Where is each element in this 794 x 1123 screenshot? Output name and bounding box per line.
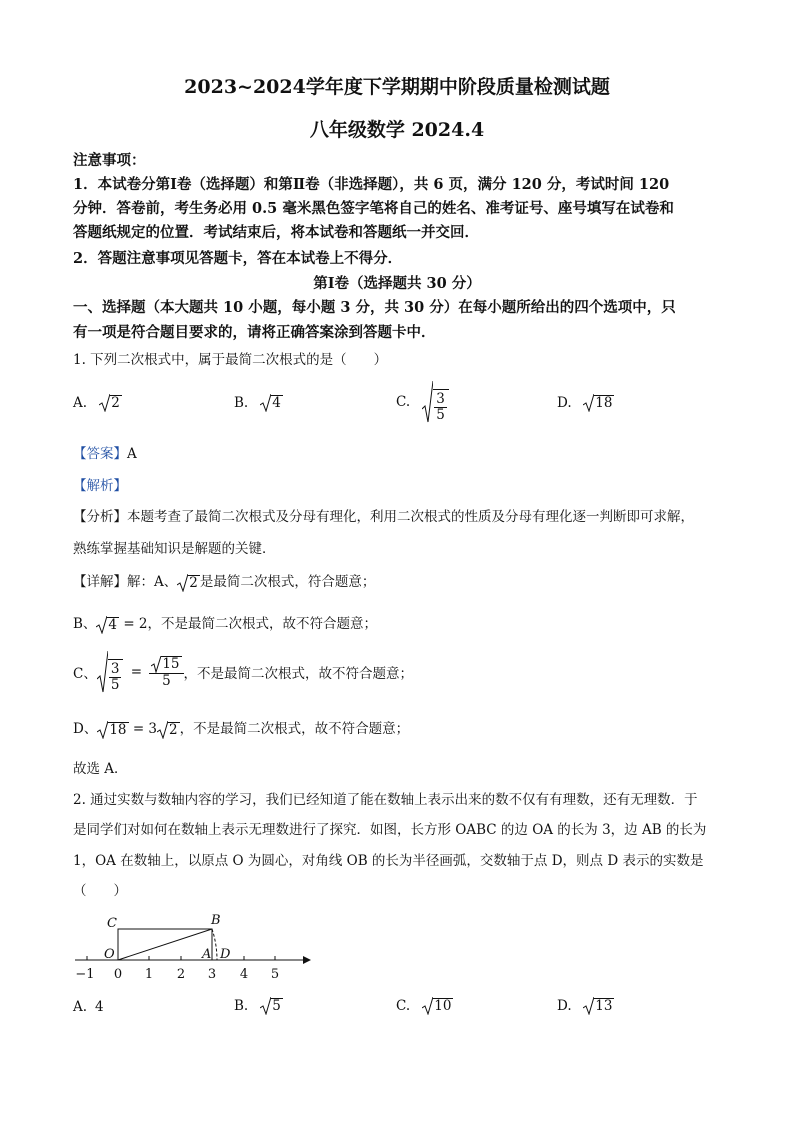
label-a: A [202,947,212,962]
exam-title: 2023~2024学年度下学期期中阶段质量检测试题 [184,76,610,98]
tick-label: 1 [144,967,154,982]
fraction: $\frac{15}{5}$ [149,656,183,689]
option-letter: B. [234,997,249,1014]
notice-line-1a: 1．本试卷分第Ⅰ卷（选择题）和第Ⅱ卷（非选择题），共 6 页，满分 120 分，考试时间 120 [73,176,670,193]
exam-subtitle: 八年级数学 2024.4 [309,119,485,141]
section-intro-b: 有一项是符合题目要求的，请将正确答案涂到答题卡中． [73,324,436,341]
tick-label: 0 [113,967,123,982]
option-letter: D. [557,394,572,411]
option-value: 4 [95,999,104,1015]
notice-heading: 注意事项： [73,152,146,169]
notice-line-1b: 分钟．答卷前，考生务必用 0.5 毫米黑色签字笔将自己的姓名、准考证号、座号填写在试卷和 [73,200,674,217]
sqrt-radical: 18 [583,394,614,412]
arc-bd [212,929,217,960]
option-letter: D. [557,997,572,1014]
sqrt-radical: 5 [260,997,283,1015]
option-letter: A. [73,999,88,1015]
q2-stem-a: 2. 通过实数与数轴内容的学习，我们已经知道了能在数轴上表示出来的数不仅有有理数，还有无理数．于 [73,792,698,808]
q2-option-b[interactable] [234,997,283,1015]
q2-number-line-figure [70,905,320,985]
radical-sign-icon [97,651,108,693]
q1-detail-b: B、 4 = 2，不是最简二次根式，故不符合题意； [73,616,378,633]
q2-option-d[interactable] [557,997,614,1015]
option-letter: A. [73,394,88,411]
radical-sign-icon [422,997,433,1015]
radical-sign-icon [96,616,107,634]
sqrt-radical [422,381,449,423]
q2-option-c[interactable] [396,997,453,1015]
q2-stem-d: （ ） [73,883,127,899]
q1-option-a[interactable] [73,394,122,412]
sqrt-radical: 2 [177,574,200,592]
label-c: C [107,916,117,931]
label-d: D [220,947,231,962]
tick-label: 2 [176,967,186,982]
sqrt-radical: 4 [260,394,283,412]
q1-detail-a: 【详解】解：A、 2 是最简二次根式，符合题意； [73,574,376,591]
q2-option-a[interactable] [73,999,104,1015]
radical-sign-icon [422,381,433,423]
sqrt-radical: 2 [99,394,122,412]
radical-sign-icon [583,997,594,1015]
sqrt-radical: $\frac{3}{5}$ [97,651,124,693]
q1-conclusion: 故选 A． [73,761,128,777]
section-intro-a: 一、选择题（本大题共 10 小题，每小题 3 分，共 30 分）在每小题所给出的四个选项中，只 [73,299,676,316]
notice-line-1c: 答题纸规定的位置．考试结束后，将本试卷和答题纸一并交回． [73,224,479,241]
sqrt-radical: 18 [97,721,128,739]
q1-analysis-tag: 【解析】 [73,478,127,494]
tick-label: 5 [270,967,280,982]
tick-marks [87,956,275,960]
q1-option-c[interactable] [396,381,449,423]
radical-sign-icon [157,721,168,739]
q1-fenxi-b: 熟练掌握基础知识是解题的关键． [73,541,276,557]
radical-sign-icon [99,394,110,412]
tick-label: 4 [239,967,249,982]
sqrt-radical: 4 [96,616,119,634]
section-heading: 第Ⅰ卷（选择题共 30 分） [313,275,481,292]
notice-line-2: 2．答题注意事项见答题卡，答在本试卷上不得分． [73,250,403,267]
option-letter: C. [396,394,411,410]
fenxi-text-a: 本题考查了最简二次根式及分母有理化，利用二次根式的性质及分母有理化逐一判断即可求解， [127,509,694,525]
sqrt-radical: 2 [157,721,180,739]
fraction: $\frac{3}{5}$ [436,391,445,424]
q2-stem-b: 是同学们对如何在数轴上表示无理数进行了探究．如图，长方形 OABC 的边 OA 的长为 3，边 AB 的长为 [73,822,707,838]
q2-stem-c: 1，OA 在数轴上，以原点 O 为圆心，对角线 OB 的长为半径画弧，交数轴于点 D，则点 D 表示的实数是 [73,853,704,869]
option-letter: C. [396,997,411,1014]
sqrt-radical: 13 [583,997,614,1015]
radical-sign-icon [97,721,108,739]
q1-detail-c: C、 $\frac{3}{5}$ = $\frac{15}{5}$ ，不是最简二次根式，故不符合题意； [73,651,413,693]
sqrt-radical: 10 [422,997,453,1015]
radical-sign-icon [260,394,271,412]
label-b: B [211,913,221,928]
tick-label: −1 [75,967,95,982]
q1-option-d[interactable] [557,394,614,412]
q1-detail-d: D、 18 = 3 2 ，不是最简二次根式，故不符合题意； [73,721,410,738]
option-letter: B. [234,394,249,411]
tick-label: 3 [207,967,217,982]
answer-tag: 【答案】 [73,446,127,462]
q1-stem: 1. 下列二次根式中，属于最简二次根式的是（ ） [73,352,388,368]
q1-answer [73,442,137,462]
fenxi-tag: 【分析】 [73,509,127,525]
radical-sign-icon [583,394,594,412]
radical-sign-icon [151,656,161,673]
diagonal-ob [118,929,212,960]
radical-sign-icon [260,997,271,1015]
q1-fenxi-a [73,505,694,525]
label-o: O [104,947,115,962]
q1-option-b[interactable] [234,394,283,412]
answer-value: A [127,446,137,462]
detail-tag: 【详解】 [73,574,127,590]
radical-sign-icon [177,574,188,592]
